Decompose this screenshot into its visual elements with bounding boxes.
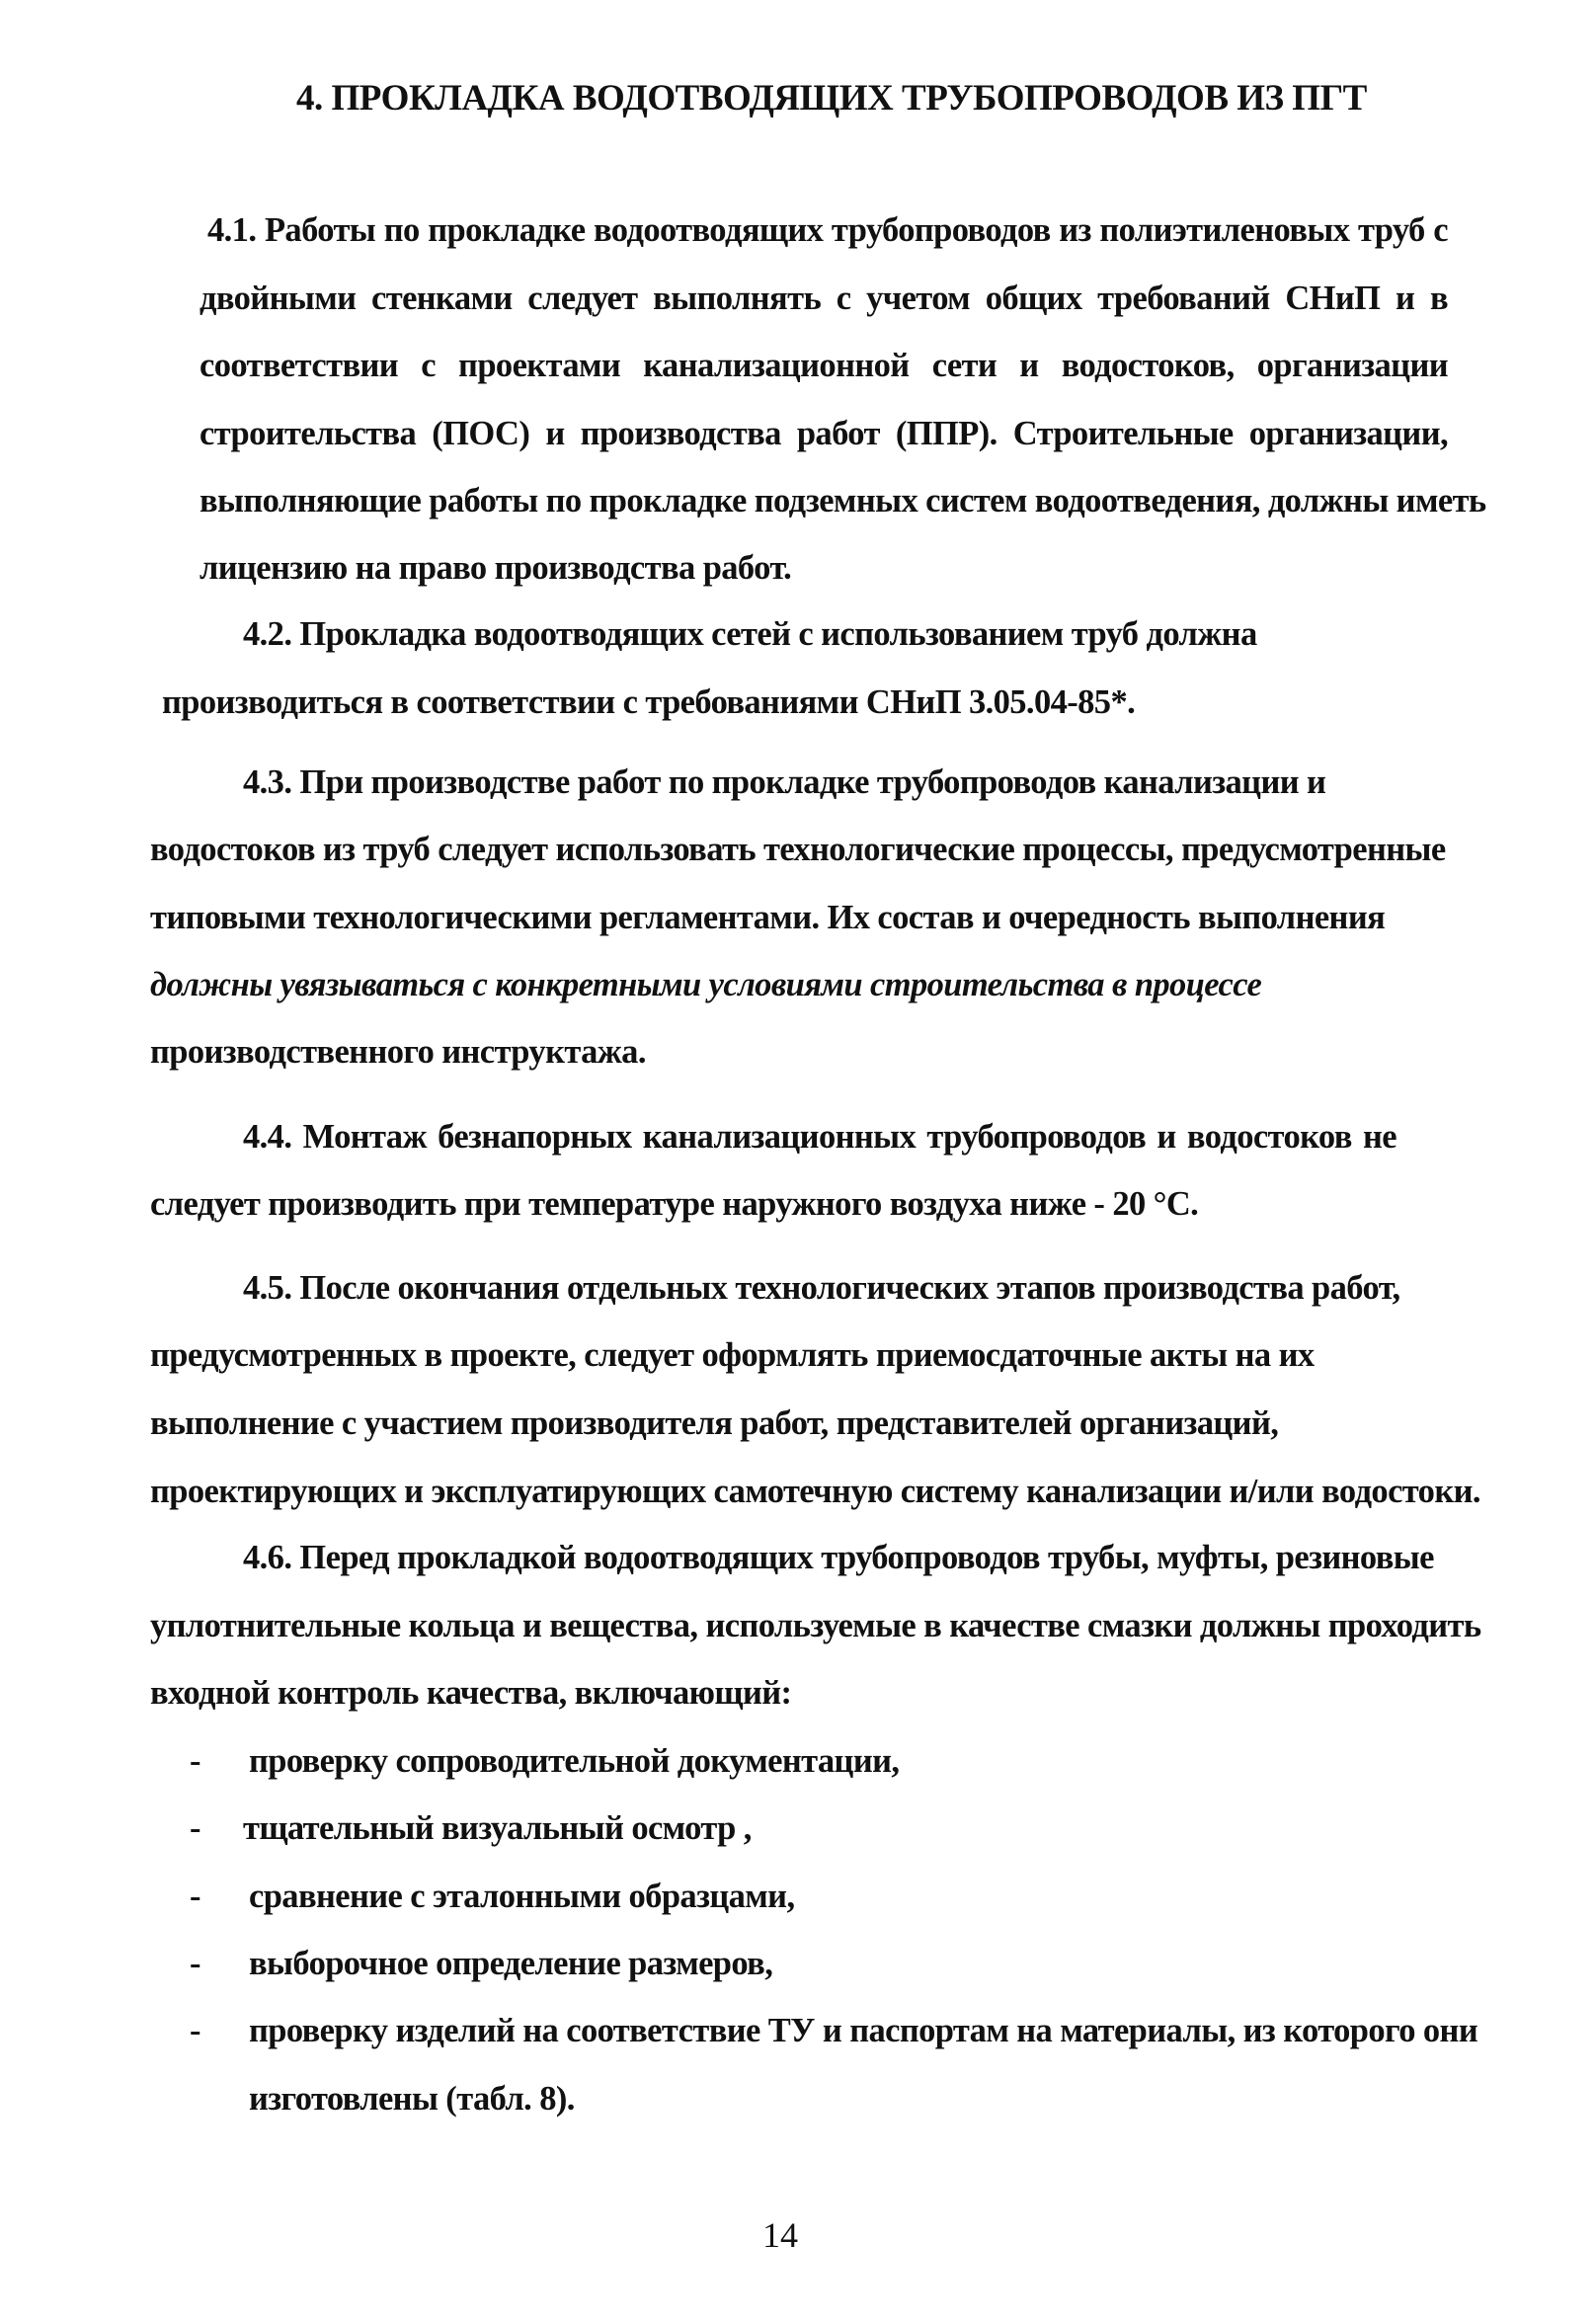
- list-item-marker: -: [190, 1742, 201, 1780]
- paragraph-4-3-line-4: должны увязываться с конкретными условиями строительства в процессе: [150, 966, 1262, 1003]
- paragraph-4-1-line-5: выполняющие работы по прокладке подземных систем водоотведения, должны иметь: [200, 482, 1486, 520]
- paragraph-4-5-line-3: выполнение с участием производителя работ, представителей организаций,: [150, 1404, 1279, 1442]
- page-number: 14: [762, 2215, 798, 2255]
- paragraph-4-2-line-1: 4.2. Прокладка водоотводящих сетей с использованием труб должна: [243, 615, 1257, 653]
- list-item-marker: -: [190, 1945, 201, 1982]
- paragraph-4-4-line-1: 4.4. Монтаж безнапорных канализационных трубопроводов и водостоков не: [243, 1118, 1396, 1156]
- list-item-marker: -: [190, 1809, 201, 1847]
- paragraph-4-4-line-2: следует производить при температуре наружного воздуха ниже - 20 °С.: [150, 1185, 1199, 1223]
- list-item: сравнение с эталонными образцами,: [249, 1878, 795, 1915]
- paragraph-4-5-line-1: 4.5. После окончания отдельных технологических этапов производства работ,: [243, 1269, 1400, 1307]
- section-title: 4. ПРОКЛАДКА ВОДОТВОДЯЩИХ ТРУБОПРОВОДОВ ИЗ ПГТ: [296, 78, 1367, 119]
- list-item: тщательный визуальный осмотр ,: [243, 1809, 752, 1847]
- paragraph-4-1-line-6: лицензию на право производства работ.: [200, 549, 792, 587]
- list-item: проверку изделий на соответствие ТУ и паспортам на материалы, из которого они: [249, 2012, 1478, 2049]
- paragraph-4-5-line-2: предусмотренных в проекте, следует оформлять приемосдаточные акты на их: [150, 1336, 1315, 1374]
- paragraph-4-3-line-1: 4.3. При производстве работ по прокладке трубопроводов канализации и: [243, 763, 1326, 801]
- paragraph-4-3-line-3: типовыми технологическими регламентами. Их состав и очередность выполнения: [150, 899, 1386, 936]
- paragraph-4-1-line-4: строительства (ПОС) и производства работ (ППР). Строительные организации,: [200, 415, 1448, 452]
- paragraph-4-1-line-3: соответствии с проектами канализационной сети и водостоков, организации: [200, 347, 1448, 384]
- list-item-marker: -: [190, 1878, 201, 1915]
- paragraph-4-6-line-1: 4.6. Перед прокладкой водоотводящих трубопроводов трубы, муфты, резиновые: [243, 1539, 1434, 1576]
- paragraph-4-6-line-2: уплотнительные кольца и вещества, используемые в качестве смазки должны проходить: [150, 1607, 1481, 1644]
- paragraph-4-3-line-2: водостоков из труб следует использовать технологические процессы, предусмотренные: [150, 831, 1446, 868]
- list-item-continuation: изготовлены (табл. 8).: [249, 2080, 575, 2118]
- paragraph-4-2-line-2: производиться в соответствии с требованиями СНиП 3.05.04-85*.: [162, 683, 1136, 721]
- paragraph-4-1-line-1: 4.1. Работы по прокладке водоотводящих трубопроводов из полиэтиленовых труб с: [207, 211, 1448, 249]
- list-item: выборочное определение размеров,: [249, 1945, 773, 1982]
- paragraph-4-3-line-5: производственного инструктажа.: [150, 1033, 646, 1071]
- paragraph-4-6-line-3: входной контроль качества, включающий:: [150, 1674, 792, 1712]
- paragraph-4-5-line-4: проектирующих и эксплуатирующих самотечную систему канализации и/или водостоки.: [150, 1473, 1480, 1510]
- list-item-marker: -: [190, 2012, 201, 2049]
- list-item: проверку сопроводительной документации,: [249, 1742, 900, 1780]
- paragraph-4-1-line-2: двойными стенками следует выполнять с учетом общих требований СНиП и в: [200, 280, 1448, 317]
